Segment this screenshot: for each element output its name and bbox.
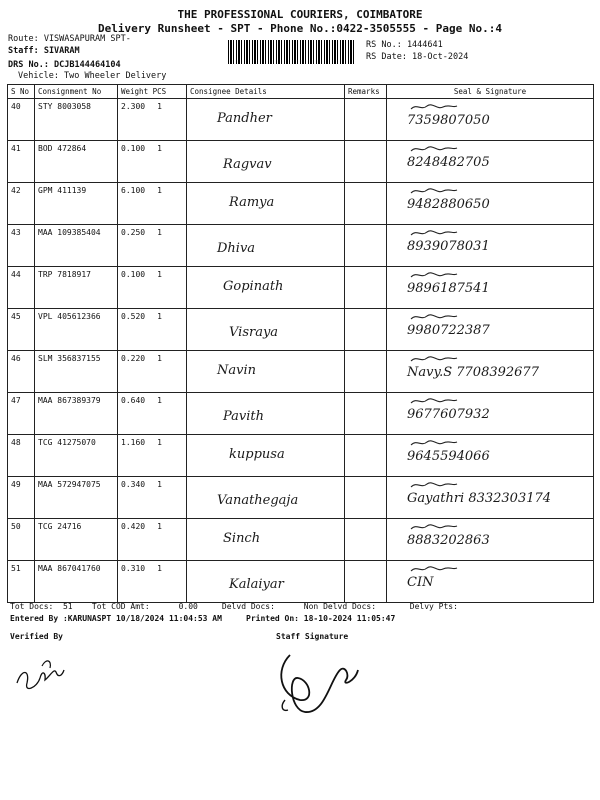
row-seal — [387, 519, 594, 561]
row-pcs: 1 — [157, 522, 162, 531]
row-seal — [387, 393, 594, 435]
signature-scribble — [409, 185, 459, 197]
row-pcs: 1 — [157, 396, 162, 405]
row-consignee — [187, 351, 345, 393]
col-consignee: Consignee Details — [187, 85, 345, 99]
row-seal — [387, 351, 594, 393]
row-weight-pcs — [118, 141, 187, 183]
row-seal — [387, 561, 594, 603]
signature-scribble — [409, 479, 459, 491]
signature-handwriting: 9645594066 — [407, 449, 490, 464]
row-pcs: 1 — [157, 564, 162, 573]
signature-handwriting: 7359807050 — [407, 113, 490, 128]
row-seal — [387, 141, 594, 183]
row-sno: 43 — [8, 225, 35, 267]
row-remarks — [345, 99, 387, 141]
signature-handwriting: 8939078031 — [407, 239, 490, 254]
row-weight-pcs — [118, 267, 187, 309]
verified-by-label: Verified By — [10, 632, 63, 641]
row-seal — [387, 477, 594, 519]
runsheet-table — [7, 84, 594, 603]
consignee-handwriting: Pandher — [217, 111, 272, 126]
row-remarks — [345, 393, 387, 435]
consignee-handwriting: Vanathegaja — [217, 493, 299, 508]
row-consignment: SLM 356837155 — [35, 351, 118, 393]
signature-scribble — [409, 311, 459, 323]
row-sno: 47 — [8, 393, 35, 435]
table-row — [8, 267, 594, 309]
row-weight: 0.340 — [121, 480, 146, 489]
row-weight: 0.640 — [121, 396, 146, 405]
row-remarks — [345, 351, 387, 393]
totals-line: Tot Docs: 51 Tot COD Amt: 0.00 Delvd Docs: Non Delvd Docs: Delvy Pts: — [10, 602, 458, 611]
row-seal — [387, 183, 594, 225]
rs-number: RS No.: 1444641 — [366, 40, 443, 50]
table-row — [8, 351, 594, 393]
row-remarks — [345, 477, 387, 519]
row-remarks — [345, 519, 387, 561]
signature-scribble — [409, 563, 459, 575]
row-pcs: 1 — [157, 144, 162, 153]
runsheet-title: Delivery Runsheet - SPT - Phone No.:0422-3505555 - Page No.:4 — [98, 22, 502, 35]
row-consignee — [187, 141, 345, 183]
row-consignee — [187, 99, 345, 141]
row-weight-pcs — [118, 435, 187, 477]
row-consignment: TRP 7818917 — [35, 267, 118, 309]
table-row — [8, 393, 594, 435]
consignee-handwriting: Navin — [217, 363, 256, 378]
signature-scribble — [409, 437, 459, 449]
row-remarks — [345, 561, 387, 603]
row-weight-pcs — [118, 351, 187, 393]
row-weight-pcs — [118, 561, 187, 603]
row-pcs: 1 — [157, 102, 162, 111]
signature-handwriting: 8248482705 — [407, 155, 490, 170]
row-weight-pcs — [118, 519, 187, 561]
signature-handwriting: 9482880650 — [407, 197, 490, 212]
row-consignment: TCG 41275070 — [35, 435, 118, 477]
signature-handwriting: Navy.S 7708392677 — [407, 365, 539, 380]
signature-handwriting: 9896187541 — [407, 281, 490, 296]
row-consignee — [187, 561, 345, 603]
row-consignment: GPM 411139 — [35, 183, 118, 225]
table-row — [8, 141, 594, 183]
row-weight: 0.100 — [121, 270, 146, 279]
row-pcs: 1 — [157, 354, 162, 363]
row-weight-pcs — [118, 183, 187, 225]
row-consignee — [187, 519, 345, 561]
signature-handwriting: 9677607932 — [407, 407, 490, 422]
staff-signature-scribble — [270, 640, 370, 720]
entered-by-line: Entered By :KARUNASPT 10/18/2024 11:04:53 AM Printed On: 18-10-2024 11:05:47 — [10, 614, 396, 623]
signature-scribble — [409, 521, 459, 533]
staff-label: Staff: SIVARAM — [8, 46, 80, 56]
consignee-handwriting: Ramya — [229, 195, 275, 210]
row-pcs: 1 — [157, 438, 162, 447]
row-seal — [387, 267, 594, 309]
row-sno: 46 — [8, 351, 35, 393]
row-pcs: 1 — [157, 480, 162, 489]
row-consignment: BOD 472864 — [35, 141, 118, 183]
row-weight: 0.420 — [121, 522, 146, 531]
row-consignment: MAA 572947075 — [35, 477, 118, 519]
consignee-handwriting: kuppusa — [229, 447, 285, 462]
row-remarks — [345, 435, 387, 477]
table-row — [8, 435, 594, 477]
route-label: Route: VISWASAPURAM SPT- — [8, 34, 131, 44]
row-consignee — [187, 477, 345, 519]
col-sno: S No — [8, 85, 35, 99]
row-sno: 40 — [8, 99, 35, 141]
drs-label: DRS No.: DCJB144464104 — [8, 60, 121, 70]
vehicle-label: Vehicle: Two Wheeler Delivery — [18, 71, 167, 81]
row-consignment: MAA 867041760 — [35, 561, 118, 603]
row-sno: 42 — [8, 183, 35, 225]
col-seal: Seal & Signature — [387, 85, 594, 99]
row-weight: 0.220 — [121, 354, 146, 363]
table-row — [8, 309, 594, 351]
signature-scribble — [409, 269, 459, 281]
signature-scribble — [409, 143, 459, 155]
col-remarks: Remarks — [345, 85, 387, 99]
row-seal — [387, 435, 594, 477]
table-row — [8, 183, 594, 225]
col-weight-pcs: Weight PCS — [118, 85, 187, 99]
table-header-row — [8, 85, 594, 99]
row-pcs: 1 — [157, 270, 162, 279]
row-consignment: VPL 405612366 — [35, 309, 118, 351]
consignee-handwriting: Gopinath — [223, 279, 284, 294]
consignee-handwriting: Sinch — [223, 531, 261, 546]
staff-signature-label: Staff Signature — [276, 632, 349, 641]
consignee-handwriting: Visraya — [229, 325, 279, 340]
barcode-image — [228, 40, 356, 64]
row-consignment: MAA 867389379 — [35, 393, 118, 435]
signature-scribble — [409, 395, 459, 407]
row-weight-pcs — [118, 309, 187, 351]
table-row — [8, 519, 594, 561]
row-remarks — [345, 225, 387, 267]
row-weight: 0.100 — [121, 144, 146, 153]
row-pcs: 1 — [157, 312, 162, 321]
signature-scribble — [409, 353, 459, 365]
row-consignee — [187, 225, 345, 267]
signature-handwriting: CIN — [407, 575, 434, 590]
rs-date: RS Date: 18-Oct-2024 — [366, 52, 469, 62]
row-consignment: TCG 24716 — [35, 519, 118, 561]
table-row — [8, 561, 594, 603]
row-seal — [387, 225, 594, 267]
row-sno: 49 — [8, 477, 35, 519]
row-consignee — [187, 183, 345, 225]
row-weight-pcs — [118, 99, 187, 141]
row-seal — [387, 309, 594, 351]
row-seal — [387, 99, 594, 141]
consignee-handwriting: Ragvav — [223, 157, 272, 172]
signature-handwriting: 9980722387 — [407, 323, 490, 338]
row-weight: 0.520 — [121, 312, 146, 321]
row-remarks — [345, 267, 387, 309]
row-pcs: 1 — [157, 186, 162, 195]
row-sno: 51 — [8, 561, 35, 603]
row-weight-pcs — [118, 225, 187, 267]
row-weight: 1.160 — [121, 438, 146, 447]
consignee-handwriting: Dhiva — [217, 241, 256, 256]
company-title: THE PROFESSIONAL COURIERS, COIMBATORE — [177, 8, 423, 21]
row-weight: 0.250 — [121, 228, 146, 237]
row-sno: 45 — [8, 309, 35, 351]
row-pcs: 1 — [157, 228, 162, 237]
row-weight: 2.300 — [121, 102, 146, 111]
row-remarks — [345, 141, 387, 183]
row-sno: 48 — [8, 435, 35, 477]
row-remarks — [345, 183, 387, 225]
row-weight-pcs — [118, 393, 187, 435]
row-sno: 41 — [8, 141, 35, 183]
row-weight-pcs — [118, 477, 187, 519]
row-weight: 6.100 — [121, 186, 146, 195]
row-consignee — [187, 309, 345, 351]
consignee-handwriting: Kalaiyar — [229, 577, 284, 592]
table-row — [8, 225, 594, 267]
table-row — [8, 477, 594, 519]
row-consignee — [187, 393, 345, 435]
consignee-handwriting: Pavith — [223, 409, 265, 424]
signature-scribble — [409, 101, 459, 113]
row-remarks — [345, 309, 387, 351]
row-consignee — [187, 435, 345, 477]
row-sno: 50 — [8, 519, 35, 561]
table-row — [8, 99, 594, 141]
verifier-signature — [12, 648, 72, 698]
row-consignment: MAA 109385404 — [35, 225, 118, 267]
row-consignment: STY 8003058 — [35, 99, 118, 141]
signature-scribble — [409, 227, 459, 239]
row-sno: 44 — [8, 267, 35, 309]
signature-handwriting: Gayathri 8332303174 — [407, 491, 552, 506]
row-weight: 0.310 — [121, 564, 146, 573]
row-consignee — [187, 267, 345, 309]
signature-handwriting: 8883202863 — [407, 533, 490, 548]
col-consignment: Consignment No — [35, 85, 118, 99]
